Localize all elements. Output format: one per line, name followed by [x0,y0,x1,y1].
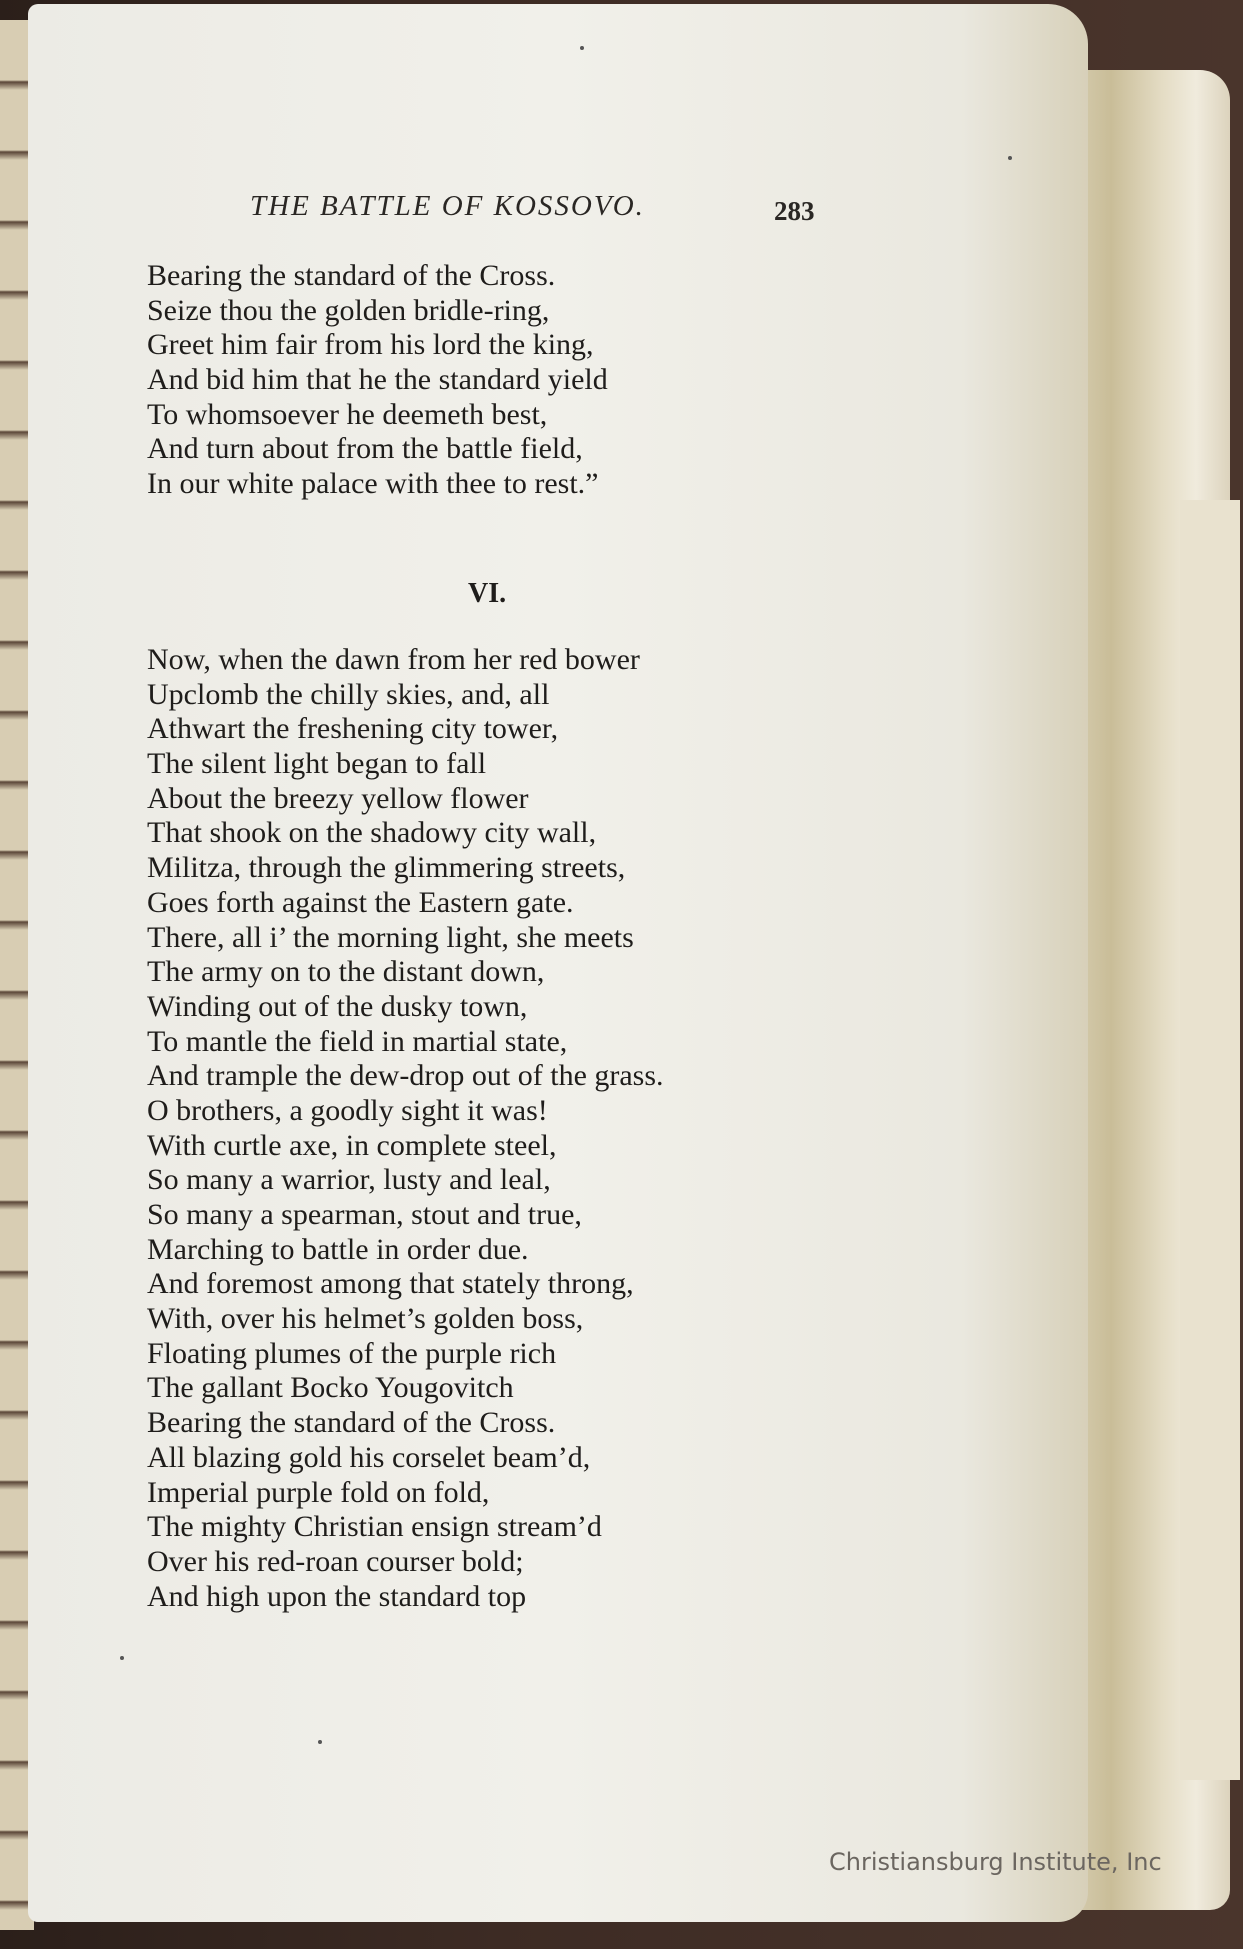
verse-line: To whomsoever he deemeth best, [147,397,548,431]
verse-line: The gallant Bocko Yougovitch [147,1371,514,1405]
verse-line: O brothers, a goodly sight it was! [147,1093,548,1127]
paper-speck [120,1656,124,1660]
verse-line: The army on to the distant down, [147,955,545,989]
verse-line: And bid him that he the standard yield [147,363,608,397]
verse-line: Winding out of the dusky town, [147,989,528,1023]
book-page [28,4,1088,1922]
verse-line: To mantle the field in martial state, [147,1024,568,1058]
verse-line: With curtle axe, in complete steel, [147,1128,557,1162]
verse-line: About the breezy yellow flower [147,781,529,815]
verse-line: And high upon the standard top [147,1579,527,1613]
running-title: THE BATTLE OF KOSSOVO. [250,190,645,222]
paper-speck [1008,156,1012,160]
verse-line: Seize thou the golden bridle-ring, [147,293,550,327]
verse-line: Marching to battle in order due. [147,1232,529,1266]
verse-line: That shook on the shadowy city wall, [147,816,597,850]
verse-line: Athwart the freshening city tower, [147,712,559,746]
verse-line: And foremost among that stately throng, [147,1267,634,1301]
section-heading: VI. [468,578,507,609]
verse-line: Floating plumes of the purple rich [147,1336,557,1370]
paper-speck [580,46,584,50]
verse-line: So many a spearman, stout and true, [147,1198,582,1231]
verse-line: And turn about from the battle field, [147,432,583,466]
stanza-2 [147,643,664,1614]
verse-line: All blazing gold his corselet beam’d, [147,1440,591,1474]
page-number: 283 [774,196,815,226]
verse-line: Imperial purple fold on fold, [147,1475,490,1509]
verse-line: Militza, through the glimmering streets, [147,851,626,885]
verse-line: Goes forth against the Eastern gate. [147,885,574,919]
verse-line: So many a warrior, lusty and leal, [147,1163,551,1197]
verse-line: The silent light began to fall [147,747,487,781]
verse-line: In our white palace with thee to rest.” [147,467,599,501]
verse-line: Upclomb the chilly skies, and, all [147,677,550,711]
verse-line: The mighty Christian ensign stream’d [147,1510,602,1544]
verse-line: There, all i’ the morning light, she meets [147,920,634,954]
paper-speck [318,1740,322,1744]
stanza-1 [147,259,608,502]
verse-line: Greet him fair from his lord the king, [147,328,594,362]
verse-line: And trample the dew-drop out of the grass. [147,1059,664,1093]
verse-line: With, over his helmet’s golden boss, [147,1302,584,1336]
verse-line: Bearing the standard of the Cross. [147,1406,556,1440]
watermark: Christiansburg Institute, Inc [829,1848,1162,1876]
verse-line: Over his red-roan courser bold; [147,1544,524,1578]
verse-line: Bearing the standard of the Cross. [147,259,556,292]
verse-line: Now, when the dawn from her red bower [147,643,640,676]
